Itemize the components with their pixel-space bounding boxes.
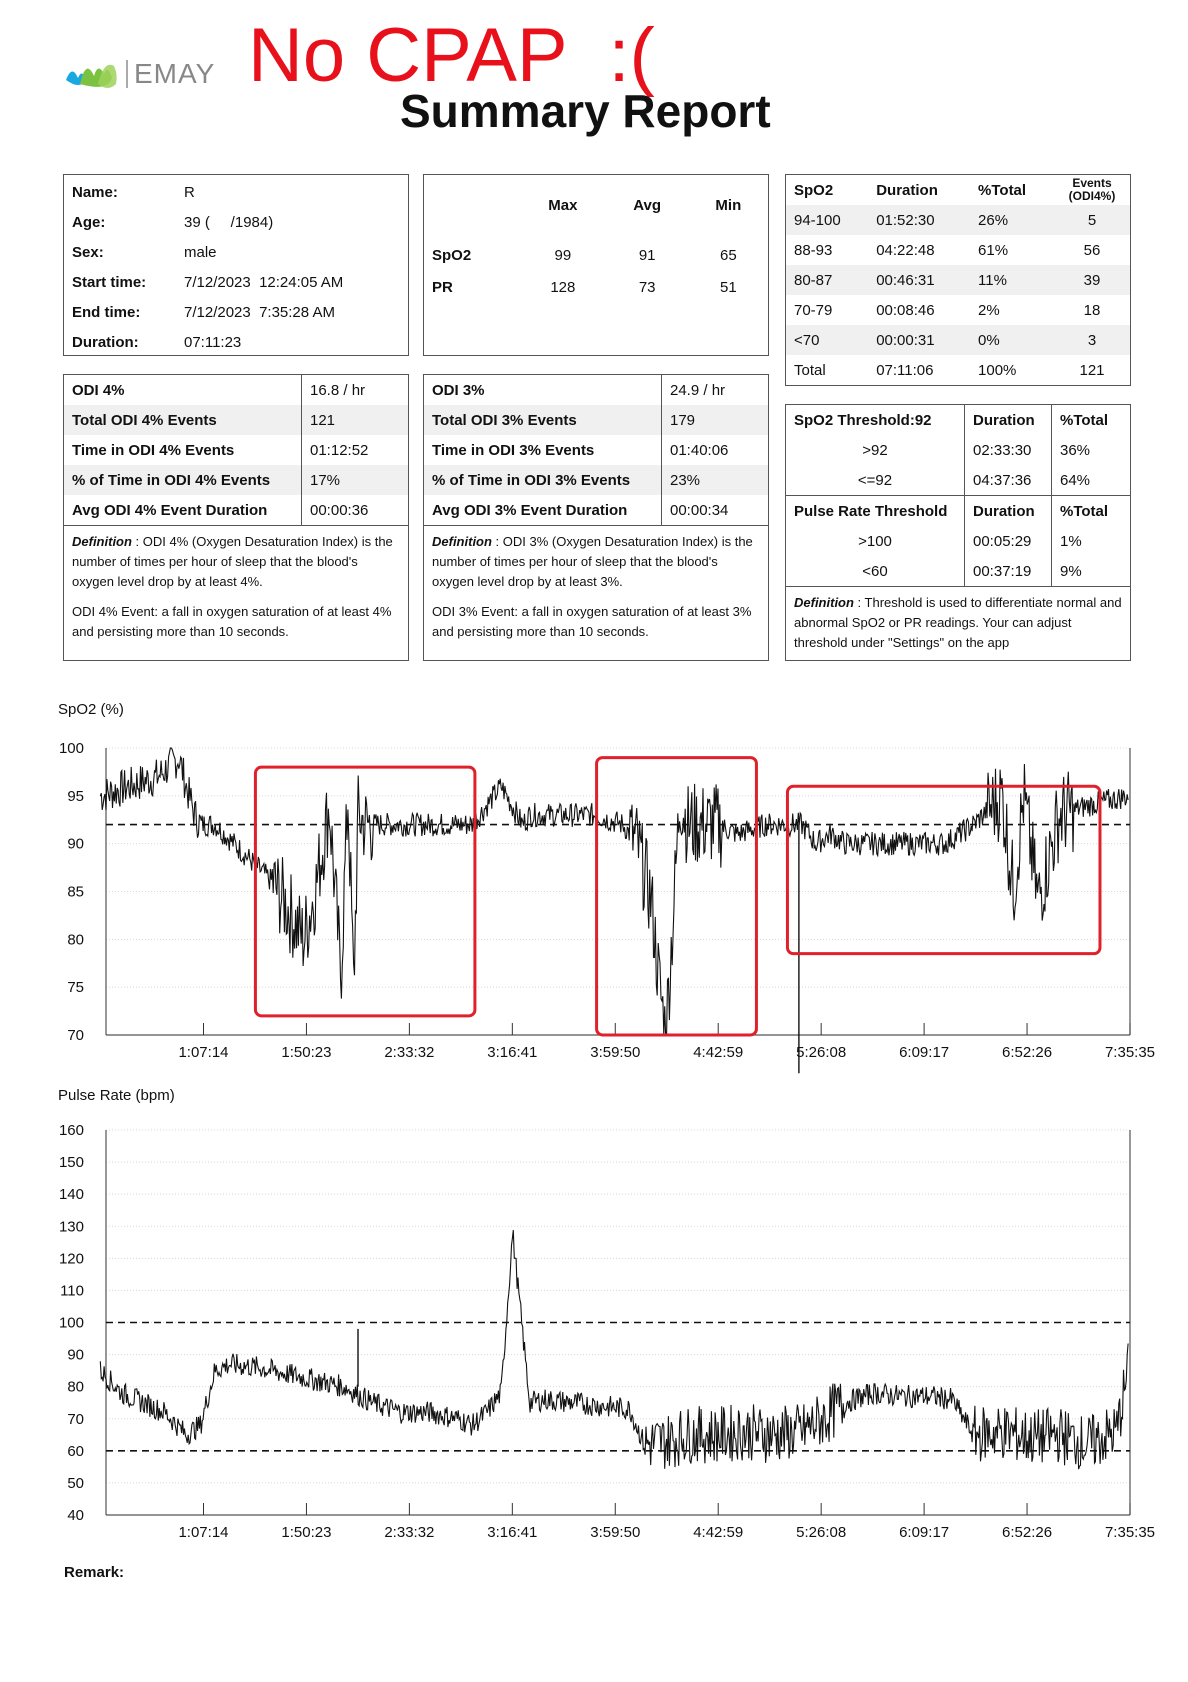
dist-events: 121: [1079, 361, 1105, 379]
dist-range: Total: [794, 361, 826, 379]
dist-row: [786, 295, 1130, 325]
x-tick-label: 1:50:23: [281, 1524, 332, 1541]
sex-row: [64, 237, 408, 267]
end-label: End time:: [72, 303, 141, 321]
brand-name: EMAY: [134, 58, 216, 89]
pr-threshold-title: Pulse Rate Threshold: [794, 502, 948, 520]
odi4-row: [64, 465, 408, 495]
odi3-label: Time in ODI 3% Events: [432, 441, 595, 459]
threshold-def-label: Definition: [794, 595, 854, 610]
x-tick-label: 4:42:59: [693, 1524, 744, 1541]
x-tick-label: 7:35:35: [1104, 1524, 1156, 1541]
spo2-threshold-header: [786, 405, 1130, 435]
headline: No CPAP :(: [248, 13, 655, 98]
odi3-row: [424, 495, 768, 525]
pr-threshold-total-header: %Total: [1052, 496, 1131, 527]
duration-label: Duration:: [72, 333, 139, 351]
y-tick-label: 80: [67, 1378, 84, 1396]
pr-threshold-row: [786, 556, 1130, 586]
x-tick-label: 1:07:14: [178, 1044, 229, 1061]
dist-total-row: [786, 355, 1130, 385]
dist-duration-header: Duration: [876, 181, 938, 199]
y-tick-label: 75: [67, 979, 84, 997]
x-tick-label: 3:59:50: [590, 1044, 641, 1061]
threshold-range: <=92: [857, 471, 893, 489]
stats-header-row: [424, 175, 768, 235]
odi3-label: Avg ODI 3% Event Duration: [432, 501, 628, 519]
dist-duration: 04:22:48: [876, 241, 935, 259]
odi3-value: 01:40:06: [662, 435, 769, 465]
x-tick-label: 6:09:17: [899, 1524, 950, 1541]
threshold-duration: 02:33:30: [965, 435, 1052, 465]
dist-percent: 61%: [978, 241, 1009, 259]
x-tick-label: 5:26:08: [796, 1524, 847, 1541]
spo2-chart-ylabel: SpO2 (%): [58, 701, 124, 718]
odi4-value: 01:12:52: [302, 435, 409, 465]
dist-range: 88-93: [794, 241, 833, 259]
stats-spo2-max: 99: [554, 246, 572, 264]
spo2-threshold-total-header: %Total: [1052, 405, 1131, 435]
y-tick-label: 85: [67, 883, 84, 901]
x-tick-label: 5:26:08: [796, 1044, 847, 1061]
odi4-row: [64, 405, 408, 435]
y-tick-label: 40: [67, 1507, 84, 1524]
pr-chart-ylabel: Pulse Rate (bpm): [58, 1087, 175, 1104]
stats-max-header: Max: [548, 196, 578, 214]
dist-total-header: %Total: [978, 181, 1027, 199]
threshold-duration: 04:37:36: [965, 465, 1052, 496]
dist-events: 5: [1054, 205, 1130, 235]
odi4-event-text: ODI 4% Event: a fall in oxygen saturation of at least 4% and persisting more than 10 seconds.: [72, 604, 392, 639]
threshold-percent: 36%: [1052, 435, 1131, 465]
y-tick-label: 140: [58, 1186, 84, 1204]
dist-duration: 00:08:46: [876, 301, 935, 319]
x-tick-label: 3:16:41: [487, 1524, 538, 1541]
highlight-box: [597, 758, 757, 1035]
end-row: [64, 297, 408, 327]
spo2-threshold-row: [786, 435, 1130, 465]
odi4-value: 16.8 / hr: [302, 375, 409, 405]
dist-events: 18: [1083, 301, 1101, 319]
stats-min-header: Min: [715, 196, 742, 214]
stats-spo2-label: SpO2: [432, 246, 472, 264]
spo2-distribution-box: [785, 174, 1131, 386]
start-row: [64, 267, 408, 297]
odi4-def-text: : ODI 4% (Oxygen Desaturation Index) is the number of times per hour of sleep that the blood's oxygen level drop by at least 4%.: [72, 534, 393, 589]
spo2-chart: [0, 718, 1188, 1098]
dist-row: [786, 325, 1130, 355]
odi4-row: [64, 435, 408, 465]
threshold-range: >100: [858, 532, 892, 550]
dist-duration: 07:11:06: [876, 361, 934, 379]
odi3-label: % of Time in ODI 3% Events: [424, 465, 662, 495]
stats-box: [423, 174, 769, 356]
x-tick-label: 6:52:26: [1002, 1044, 1053, 1061]
x-tick-label: 2:33:32: [384, 1044, 435, 1061]
duration-row: [64, 327, 408, 357]
y-tick-label: 100: [58, 740, 84, 757]
odi4-label: % of Time in ODI 4% Events: [64, 465, 302, 495]
dist-row: [786, 205, 1130, 235]
dist-duration: 00:46:31: [868, 265, 970, 295]
y-tick-label: 120: [58, 1250, 84, 1268]
dist-duration: 01:52:30: [868, 205, 970, 235]
odi3-def-text: : ODI 3% (Oxygen Desaturation Index) is the number of times per hour of sleep that the blood's oxygen level drop by at least 3%.: [432, 534, 753, 589]
threshold-percent: 64%: [1052, 465, 1131, 496]
threshold-range: >92: [862, 441, 888, 459]
odi4-value: 17%: [302, 465, 409, 495]
dist-percent: 11%: [970, 265, 1054, 295]
odi3-label: ODI 3%: [432, 381, 485, 399]
odi3-definition: [424, 525, 768, 658]
stats-pr-label: PR: [432, 279, 453, 296]
y-tick-label: 80: [67, 931, 84, 949]
odi3-row: [424, 465, 768, 495]
odi4-label: ODI 4%: [72, 381, 125, 399]
pr-threshold-header: [786, 496, 1130, 527]
odi4-label: Total ODI 4% Events: [64, 405, 302, 435]
odi4-row: [64, 495, 408, 525]
x-tick-label: 3:16:41: [487, 1044, 538, 1061]
dist-row: [786, 235, 1130, 265]
x-tick-label: 2:33:32: [384, 1524, 435, 1541]
x-tick-label: 1:50:23: [281, 1044, 332, 1061]
y-tick-label: 160: [58, 1122, 84, 1139]
y-tick-label: 90: [67, 835, 84, 853]
sex-label: Sex:: [72, 243, 104, 261]
threshold-duration: 00:05:29: [965, 526, 1052, 556]
dist-percent: 2%: [978, 301, 1000, 319]
age-label: Age:: [72, 213, 106, 231]
threshold-percent: 9%: [1052, 556, 1131, 586]
dist-events: 56: [1083, 241, 1101, 259]
y-tick-label: 60: [67, 1442, 84, 1460]
hands-logo-icon: [62, 54, 122, 94]
odi3-def-label: Definition: [432, 534, 492, 549]
sex-value: male: [184, 243, 217, 261]
odi3-row: [424, 435, 768, 465]
dist-spo2-header: SpO2: [794, 181, 834, 199]
threshold-def-text: : Threshold is used to differentiate normal and abnormal SpO2 or PR readings. Your can adjust threshold under "Settings" on the app: [794, 595, 1122, 650]
stats-spo2-avg: 91: [638, 246, 656, 264]
x-tick-label: 6:52:26: [1002, 1524, 1053, 1541]
odi3-value: 179: [662, 405, 769, 435]
odi3-row: [424, 405, 768, 435]
x-tick-label: 6:09:17: [899, 1044, 950, 1061]
odi4-row: [64, 375, 408, 405]
pr-threshold-duration-header: Duration: [965, 496, 1052, 527]
brand-logo: [62, 54, 232, 94]
spo2-threshold-row: [786, 465, 1130, 496]
dist-percent: 0%: [970, 325, 1054, 355]
dist-range: 80-87: [786, 265, 868, 295]
stats-spo2-min: 65: [719, 246, 737, 264]
odi4-box: [63, 374, 409, 661]
stats-pr-min: 51: [719, 279, 737, 296]
spo2-threshold-title: SpO2 Threshold:92: [794, 411, 932, 429]
odi3-row: [424, 375, 768, 405]
y-tick-label: 130: [58, 1218, 84, 1236]
x-tick-label: 4:42:59: [693, 1044, 744, 1061]
dist-events: 3: [1054, 325, 1130, 355]
x-tick-label: 3:59:50: [590, 1524, 641, 1541]
odi3-value: 24.9 / hr: [662, 375, 769, 405]
dist-duration: 00:00:31: [868, 325, 970, 355]
odi3-box: [423, 374, 769, 661]
series-line: [100, 1230, 1128, 1469]
dist-row: [786, 265, 1130, 295]
dist-header-row: [786, 175, 1130, 205]
x-tick-label: 1:07:14: [178, 1524, 229, 1541]
odi4-definition: [64, 525, 408, 658]
dist-events: 39: [1054, 265, 1130, 295]
stats-pr-max: 128: [550, 279, 576, 296]
odi4-label: Avg ODI 4% Event Duration: [72, 501, 268, 519]
pr-chart: [0, 1105, 1188, 1555]
dist-percent: 26%: [970, 205, 1054, 235]
report-title: Summary Report: [400, 85, 771, 137]
duration-value: 07:11:23: [184, 333, 242, 351]
stats-spo2-row: [424, 235, 768, 275]
brand-divider: [126, 60, 128, 88]
dist-range: <70: [786, 325, 868, 355]
threshold-range: <60: [862, 562, 888, 580]
threshold-definition: [786, 586, 1130, 659]
dist-percent: 100%: [978, 361, 1017, 379]
y-tick-label: 150: [58, 1154, 84, 1172]
threshold-duration: 00:37:19: [965, 556, 1052, 586]
dist-range: 70-79: [794, 301, 833, 319]
stats-avg-header: Avg: [633, 196, 662, 214]
start-label: Start time:: [72, 273, 147, 291]
dist-events-header: Events (ODI4%): [1068, 176, 1116, 203]
y-tick-label: 95: [67, 787, 84, 805]
odi4-label: Time in ODI 4% Events: [72, 441, 235, 459]
odi3-label: Total ODI 3% Events: [424, 405, 662, 435]
name-row: [64, 177, 408, 207]
spo2-threshold-duration-header: Duration: [965, 405, 1052, 435]
name-value: R: [184, 183, 195, 201]
y-tick-label: 90: [67, 1346, 84, 1364]
end-value: 7/12/2023 7:35:28 AM: [184, 303, 335, 321]
odi3-event-text: ODI 3% Event: a fall in oxygen saturation of at least 3% and persisting more than 10 seconds.: [432, 604, 752, 639]
patient-info-box: [63, 174, 409, 356]
age-value: 39 ( /1984): [184, 213, 274, 231]
stats-pr-avg: 73: [638, 279, 656, 296]
y-tick-label: 70: [67, 1410, 84, 1428]
odi3-value: 23%: [662, 465, 769, 495]
y-tick-label: 70: [67, 1027, 84, 1044]
remark-label: Remark:: [64, 1564, 125, 1581]
threshold-box: [785, 404, 1131, 661]
odi3-value: 00:00:34: [662, 495, 769, 525]
pr-threshold-row: [786, 526, 1130, 556]
y-tick-label: 50: [67, 1474, 84, 1492]
y-tick-label: 110: [60, 1282, 84, 1300]
start-value: 7/12/2023 12:24:05 AM: [184, 273, 344, 291]
stats-pr-row: [424, 275, 768, 329]
age-row: [64, 207, 408, 237]
x-tick-label: 7:35:35: [1104, 1044, 1156, 1061]
odi4-value: 00:00:36: [302, 495, 409, 525]
y-tick-label: 100: [58, 1314, 84, 1332]
threshold-percent: 1%: [1052, 526, 1131, 556]
odi4-value: 121: [302, 405, 409, 435]
name-label: Name:: [72, 183, 118, 201]
dist-range: 94-100: [786, 205, 868, 235]
odi4-def-label: Definition: [72, 534, 132, 549]
